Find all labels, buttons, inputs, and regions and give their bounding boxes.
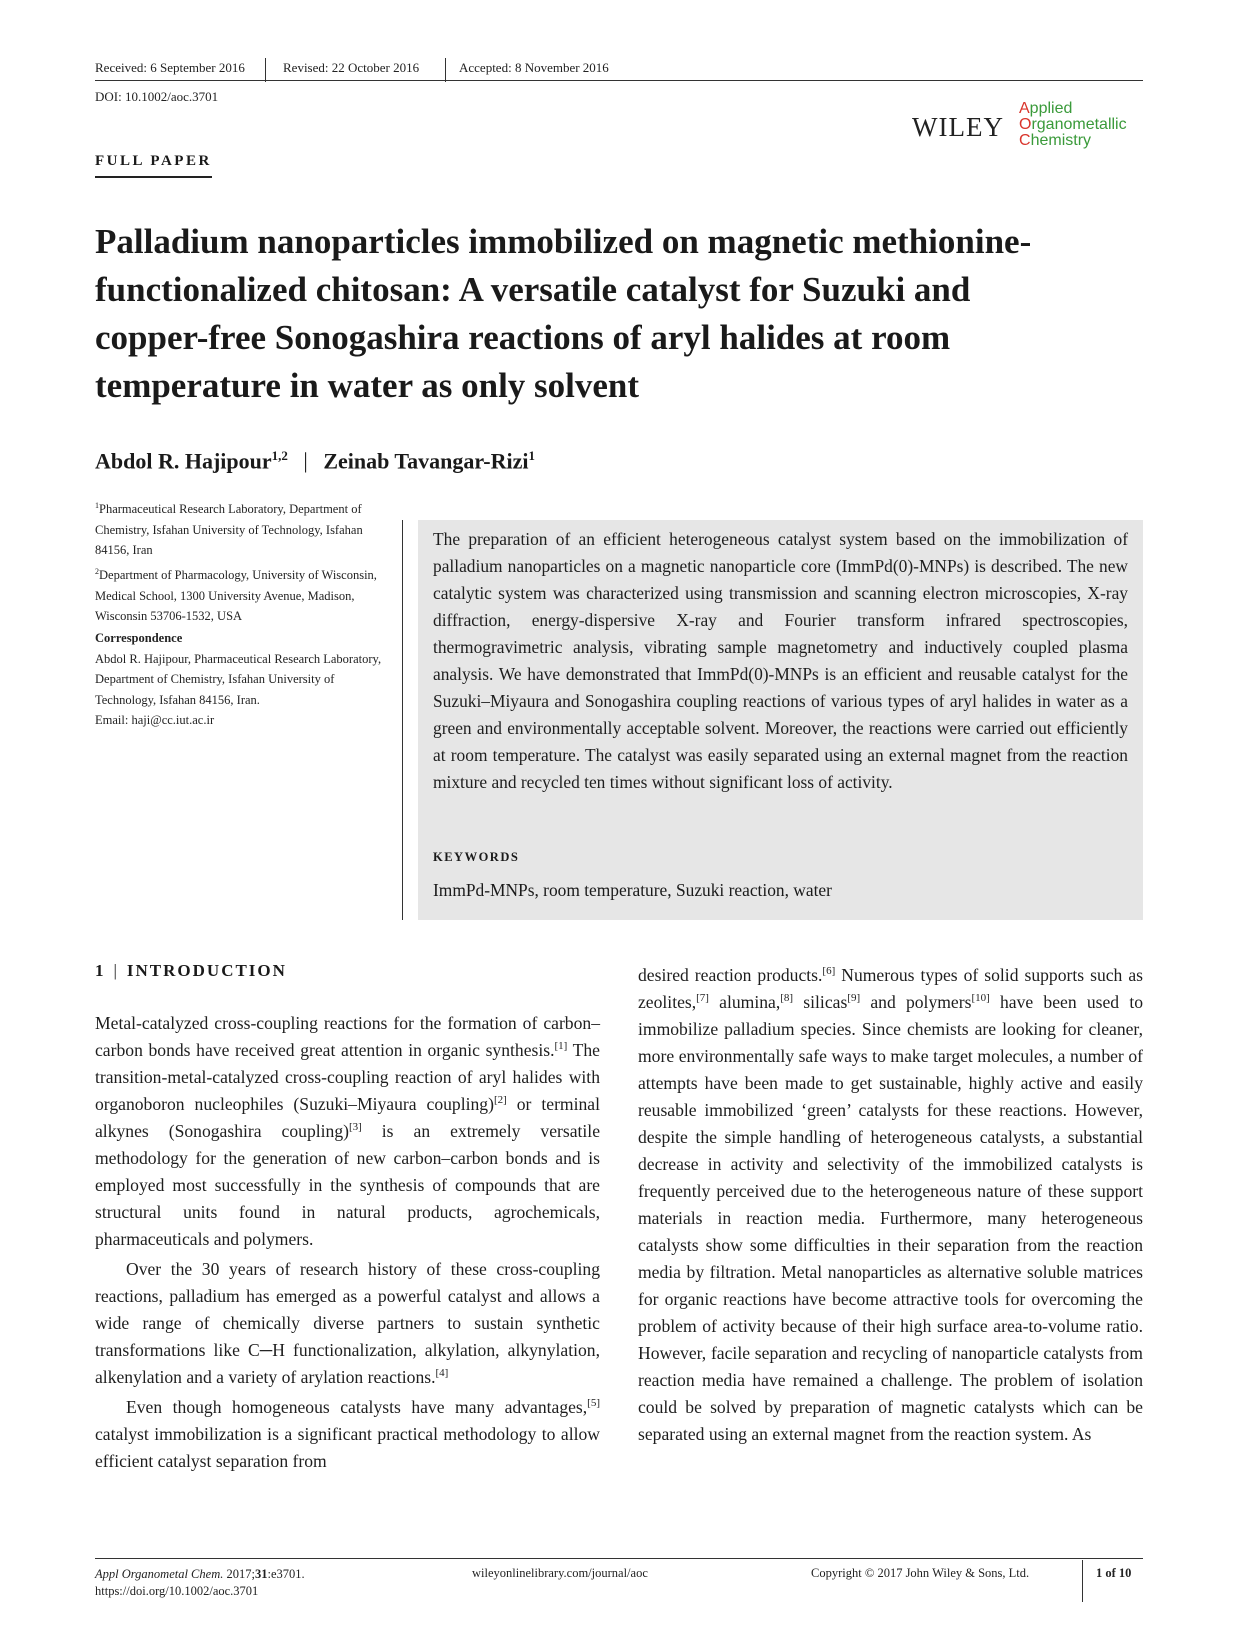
body-column-right — [638, 962, 1143, 1448]
paragraph-text: desired reaction products. — [638, 965, 823, 985]
journal-word: rganometallic — [1031, 116, 1127, 133]
journal-initial: C — [1019, 132, 1031, 149]
abstract-divider — [402, 520, 403, 920]
paragraph-text: Over the 30 years of research history of these cross-coupling reactions, palladium has emerged as a powerful catalyst and allows a wide range of chemically diverse partners to sustain synthetic transformations like C─H functionalization, alkylation, alkynylation, alkenylation and a variety of arylation reactions. — [95, 1259, 600, 1387]
correspondence-email[interactable]: Email: haji@cc.iut.ac.ir — [95, 713, 215, 727]
affiliation-text: Department of Pharmacology, University of Wisconsin, Medical School, 1300 University Avenue, Madison, Wisconsin 53706-1532, USA — [95, 568, 377, 624]
page-number: 1 of 10 — [1096, 1566, 1132, 1580]
paragraph — [638, 962, 1143, 1448]
footer-copyright: Copyright © 2017 John Wiley & Sons, Ltd. — [811, 1566, 1030, 1580]
article-type: FULL PAPER — [95, 153, 212, 178]
section-number: 1 — [95, 961, 106, 980]
footer-citation — [95, 1566, 305, 1600]
author-separator: | — [303, 448, 308, 474]
affiliation-2 — [95, 562, 395, 627]
title-line: copper-free Sonogashira reactions of aryl halides at room — [95, 318, 951, 357]
paragraph-text: catalyst immobilization is a significant practical methodology to allow efficient catalyst separation from — [95, 1424, 600, 1471]
doi[interactable]: DOI: 10.1002/aoc.3701 — [95, 89, 219, 104]
paragraph — [95, 1394, 600, 1475]
title-line: temperature in water as only solvent — [95, 366, 640, 405]
journal-word: hemistry — [1030, 132, 1092, 149]
history-dates — [95, 58, 1143, 81]
affiliation-number: 1 — [95, 501, 99, 510]
paragraph-text: is an extremely versatile methodology for the generation of new carbon–carbon bonds and is employed most successfully in the synthesis of compounds that are structural units found in natural products, agrochemicals, pharmaceuticals and polymers. — [95, 1121, 601, 1249]
paragraph-text: alumina, — [708, 992, 781, 1012]
accepted-date: Accepted: 8 November 2016 — [459, 60, 609, 75]
journal-logo — [1019, 101, 1127, 149]
received-date: Received: 6 September 2016 — [95, 60, 245, 75]
keywords-heading: KEYWORDS — [433, 850, 520, 864]
correspondence — [95, 628, 395, 731]
author-affiliation-mark: 1 — [528, 448, 535, 463]
citation-article: :e3701. — [267, 1567, 305, 1581]
affiliation-text: Pharmaceutical Research Laboratory, Department of Chemistry, Isfahan University of Technology, Isfahan 84156, Iran — [95, 502, 363, 558]
paper-title — [95, 218, 1155, 410]
publisher-logo: WILEY — [912, 112, 1004, 142]
paragraph-text: Even though homogeneous catalysts have many advantages, — [126, 1397, 588, 1417]
author-name[interactable]: Abdol R. Hajipour — [95, 448, 272, 474]
citation-ref[interactable]: [4] — [435, 1367, 449, 1380]
footer-journal-url[interactable]: wileyonlinelibrary.com/journal/aoc — [472, 1566, 648, 1580]
journal-initial: A — [1019, 100, 1030, 117]
affiliation-1 — [95, 496, 395, 561]
citation-ref[interactable]: [8] — [780, 992, 794, 1005]
correspondence-heading: Correspondence — [95, 631, 183, 645]
citation-ref[interactable]: [3] — [348, 1121, 362, 1134]
paragraph-text: and polymers — [860, 992, 972, 1012]
citation-ref[interactable]: [5] — [587, 1397, 600, 1410]
paragraph — [95, 1010, 600, 1253]
citation-ref[interactable]: [10] — [971, 992, 990, 1005]
journal-word: pplied — [1029, 100, 1073, 117]
paragraph-text: silicas — [793, 992, 848, 1012]
divider — [445, 58, 446, 82]
author-name[interactable]: Zeinab Tavangar-Rizi — [323, 448, 529, 474]
keywords-list: ImmPd-MNPs, room temperature, Suzuki reaction, water — [433, 880, 832, 900]
paragraph-text: Numerous types of solid supports such as zeolites, — [638, 965, 1143, 1012]
correspondence-text: Abdol R. Hajipour, Pharmaceutical Research Laboratory, Department of Chemistry, Isfahan University of Technology, Isfahan 84156, Iran. — [95, 651, 382, 707]
footer-divider — [1082, 1560, 1083, 1602]
section-separator: | — [113, 961, 119, 980]
paragraph-text: The transition-metal-catalyzed cross-coupling reaction of aryl halides with organoboron nucleophiles (Suzuki–Miyaura coupling) — [95, 1040, 600, 1114]
title-line: Palladium nanoparticles immobilized on magnetic methionine- — [95, 222, 1032, 261]
citation-volume: 31 — [254, 1567, 268, 1581]
paragraph-text: or terminal alkynes (Sonogashira coupling) — [95, 1094, 601, 1141]
citation-ref[interactable]: [9] — [847, 992, 861, 1005]
divider — [265, 58, 266, 82]
paragraph-text: Metal-catalyzed cross-coupling reactions for the formation of carbon–carbon bonds have received great attention in organic synthesis. — [95, 1013, 600, 1060]
body-column-left — [95, 1010, 600, 1475]
footer-rule — [95, 1558, 1143, 1559]
citation-journal: Appl Organometal Chem. — [95, 1567, 224, 1581]
author-affiliation-mark: 1,2 — [271, 448, 288, 463]
paragraph — [95, 1256, 600, 1391]
affiliation-number: 2 — [95, 567, 99, 576]
title-line: functionalized chitosan: A versatile catalyst for Suzuki and — [95, 270, 971, 309]
citation-doi-link[interactable]: https://doi.org/10.1002/aoc.3701 — [95, 1584, 259, 1598]
section-heading — [95, 961, 287, 981]
citation-year: 2017; — [223, 1567, 255, 1581]
revised-date: Revised: 22 October 2016 — [283, 60, 420, 75]
paragraph-text: have been used to immobilize palladium species. Since chemists are looking for cleaner, more environmentally safe ways to make target molecules, a number of attempts have been made to get sustainable, highly active and easily reusable immobilized ‘green’ catalysts for these reactions. However, despite the simple handling of heterogeneous catalysts, a substantial decrease in activity and selectivity of the immobilized catalysts is frequently perceived due to the heterogeneous nature of these support materials in reaction media. Furthermore, many heterogeneous catalysts show some difficulties in their separation from the reaction media by filtration. Metal nanoparticles as alternative soluble matrices for organic reactions have become attractive tools for overcoming the problem of activity because of their high surface area-to-volume ratio. However, facile separation and recycling of nanoparticle catalysts from reaction media have remained a challenge. The problem of isolation could be solved by preparation of magnetic catalysts which can be separated using an external magnet from the reaction system. As — [638, 992, 1144, 1444]
citation-ref[interactable]: [6] — [822, 965, 836, 978]
author-list — [95, 448, 535, 474]
section-title: INTRODUCTION — [126, 961, 287, 980]
abstract-text: The preparation of an efficient heterogeneous catalyst system based on the immobilization of palladium nanoparticles on a magnetic nanoparticle core (ImmPd(0)-MNPs) is described. The new catalytic system was characterized using transmission and scanning electron microscopies, X-ray diffraction, energy-dispersive X-ray and Fourier transform infrared spectroscopies, thermogravimetric analysis, vibrating sample magnetometry and inductively coupled plasma analysis. We have demonstrated that ImmPd(0)-MNPs is an efficient and reusable catalyst for the Suzuki–Miyaura and Sonogashira coupling reactions of various types of aryl halides in water as a green and environmentally acceptable solvent. Moreover, the reactions were carried out efficiently at room temperature. The catalyst was easily separated using an external magnet from the reaction mixture and recycled ten times without significant loss of activity. — [433, 529, 1128, 792]
journal-initial: O — [1019, 116, 1032, 133]
citation-ref[interactable]: [1] — [554, 1040, 568, 1053]
citation-ref[interactable]: [7] — [696, 992, 709, 1005]
citation-ref[interactable]: [2] — [493, 1094, 507, 1107]
